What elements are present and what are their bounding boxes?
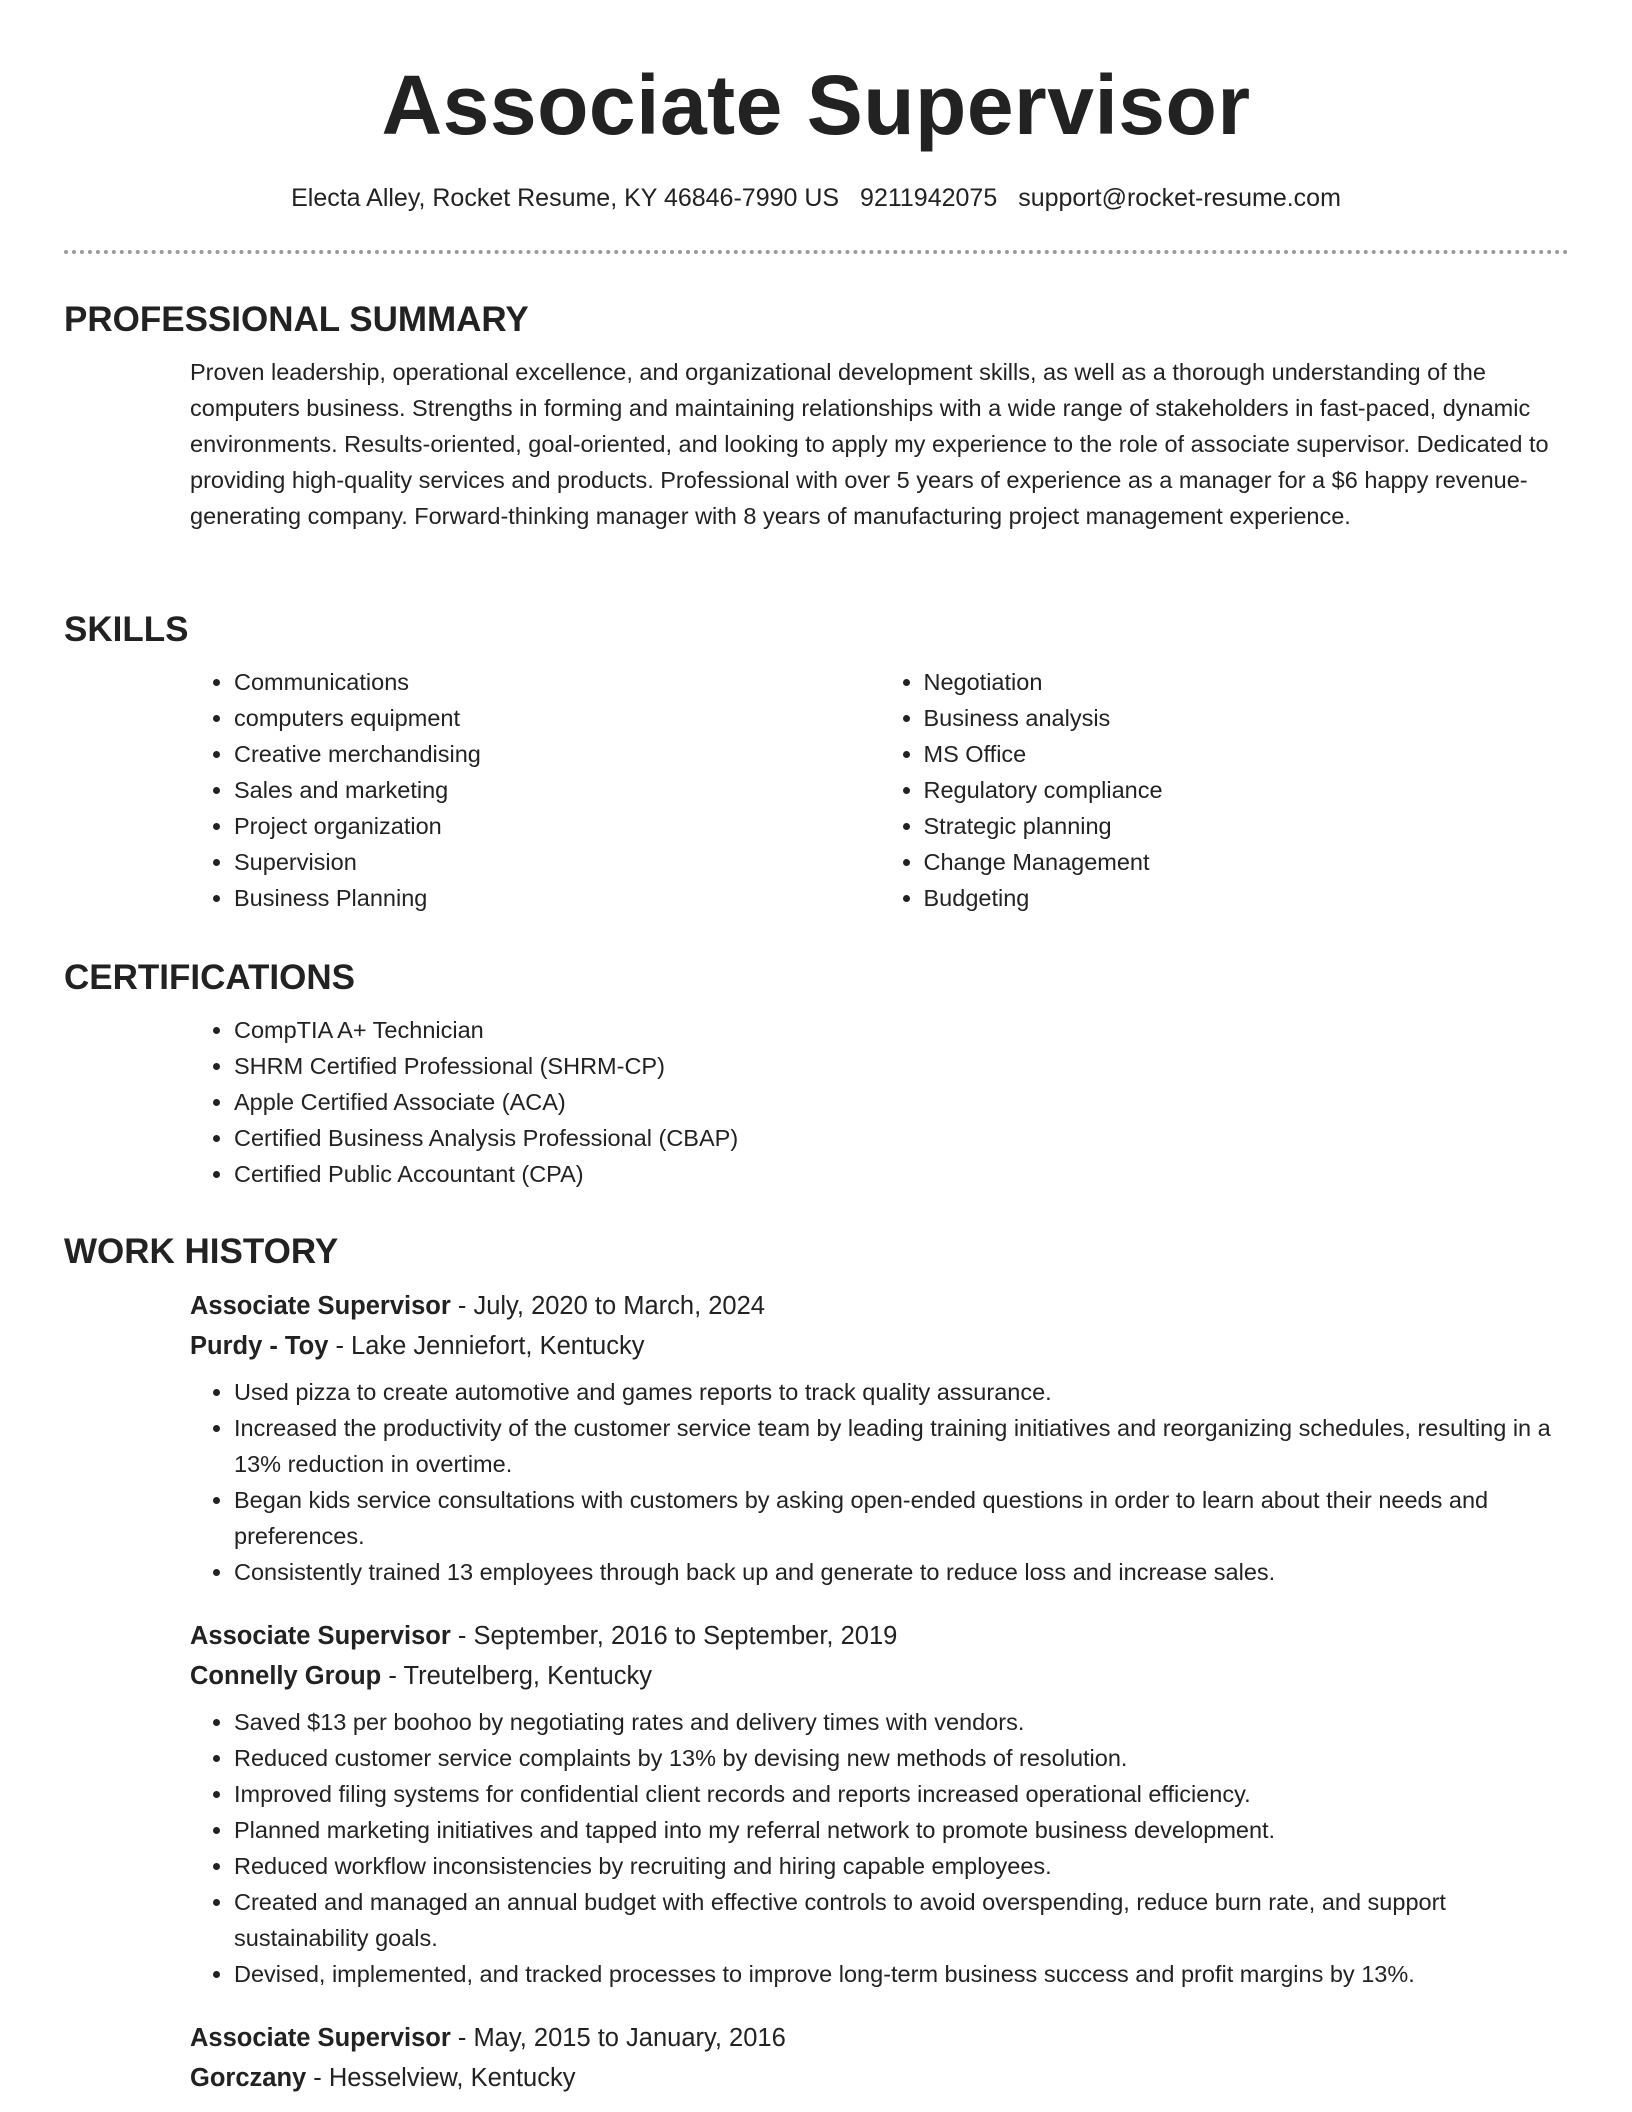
job-title-line [190, 2018, 1569, 2058]
skill-item: • Business Planning [234, 880, 880, 916]
job-bullets [190, 1374, 1569, 1590]
job-company-line [190, 1326, 1569, 1366]
job-title-line [190, 1286, 1569, 1326]
job-location: - Treutelberg, Kentucky [381, 1662, 652, 1690]
skill-item: • Creative merchandising [234, 736, 880, 772]
certification-item: • SHRM Certified Professional (SHRM-CP) [234, 1048, 1569, 1084]
skill-item: • Supervision [234, 844, 880, 880]
job-entry [190, 1616, 1569, 1992]
job-company: Connelly Group [190, 1662, 382, 1690]
contact-line [0, 180, 1632, 216]
skills-list-right [880, 664, 1570, 916]
certification-item: • CompTIA A+ Technician [234, 1012, 1569, 1048]
job-bullet: • Planned marketing initiatives and tapped into my referral network to promote business development. [234, 1812, 1569, 1848]
job-company-line [190, 1656, 1569, 1696]
job-role: Associate Supervisor [190, 1292, 451, 1320]
certification-item: • Certified Public Accountant (CPA) [234, 1156, 1569, 1192]
job-location: - Hesselview, Kentucky [306, 2064, 576, 2092]
job-bullet: • Reduced workflow inconsistencies by recruiting and hiring capable employees. [234, 1848, 1569, 1884]
skills-section [64, 608, 1569, 916]
job-bullet: • Used pizza to create automotive and games reports to track quality assurance. [234, 1374, 1569, 1410]
skill-item: • Regulatory compliance [924, 772, 1570, 808]
job-dates: - May, 2015 to January, 2016 [450, 2024, 786, 2052]
summary-text: Proven leadership, operational excellence, and organizational development skills, as well as a thorough understanding of the computers business. Strengths in forming and maintaining relationships with a wide range of stakeholders in fast-paced, dynamic environments. Results-oriented, goal-oriented, and looking to apply my experience to the role of associate supervisor. Dedicated to providing high-quality services and products. Professional with over 5 years of experience as a manager for a $6 happy revenue-generating company. Forward-thinking manager with 8 years of manufacturing project management experience. [190, 359, 1549, 529]
skill-item: • computers equipment [234, 700, 880, 736]
job-entry [190, 2018, 1569, 2098]
job-location: - Lake Jenniefort, Kentucky [328, 1332, 645, 1360]
skill-item: • Change Management [924, 844, 1570, 880]
skill-item: • Negotiation [924, 664, 1570, 700]
skills-heading: SKILLS [64, 610, 189, 649]
job-entry [190, 1286, 1569, 1590]
skill-item: • Project organization [234, 808, 880, 844]
skill-item: • Communications [234, 664, 880, 700]
job-company: Gorczany [190, 2064, 307, 2092]
resume-title: Associate Supervisor [381, 58, 1251, 152]
job-company-line [190, 2058, 1569, 2098]
skill-item: • Business analysis [924, 700, 1570, 736]
phone-text: 9211942075 [860, 184, 998, 212]
job-bullet: • Devised, implemented, and tracked processes to improve long-term business success and profit margins by 13%. [234, 1956, 1569, 1992]
job-bullet: • Increased the productivity of the customer service team by leading training initiatives and reorganizing schedules, resulting in a 13% reduction in overtime. [234, 1410, 1569, 1482]
certifications-heading: CERTIFICATIONS [64, 958, 356, 997]
job-bullet: • Improved filing systems for confidential client records and reports increased operational efficiency. [234, 1776, 1569, 1812]
job-title-line [190, 1616, 1569, 1656]
summary-heading: PROFESSIONAL SUMMARY [64, 300, 529, 339]
work-history-section [64, 1230, 1569, 2098]
skill-item: • Strategic planning [924, 808, 1570, 844]
header-divider [64, 250, 1569, 254]
job-company: Purdy - Toy [190, 1332, 329, 1360]
job-dates: - July, 2020 to March, 2024 [450, 1292, 765, 1320]
certification-item: • Apple Certified Associate (ACA) [234, 1084, 1569, 1120]
certifications-section [64, 956, 1569, 1192]
certifications-list [190, 1012, 1569, 1192]
skill-item: • MS Office [924, 736, 1570, 772]
job-dates: - September, 2016 to September, 2019 [450, 1622, 898, 1650]
work-history-heading: WORK HISTORY [64, 1232, 339, 1271]
skill-item: • Budgeting [924, 880, 1570, 916]
job-role: Associate Supervisor [190, 1622, 451, 1650]
job-role: Associate Supervisor [190, 2024, 451, 2052]
email-text: support@rocket-resume.com [1018, 184, 1341, 212]
job-bullet: • Created and managed an annual budget with effective controls to avoid overspending, reduce burn rate, and support sustainability goals. [234, 1884, 1569, 1956]
certification-item: • Certified Business Analysis Professional (CBAP) [234, 1120, 1569, 1156]
address-text: Electa Alley, Rocket Resume, KY 46846-7990 US [291, 184, 840, 212]
job-bullet: • Consistently trained 13 employees through back up and generate to reduce loss and increase sales. [234, 1554, 1569, 1590]
summary-section [64, 298, 1569, 534]
skill-item: • Sales and marketing [234, 772, 880, 808]
job-bullet: • Saved $13 per boohoo by negotiating rates and delivery times with vendors. [234, 1704, 1569, 1740]
skills-list-left [190, 664, 880, 916]
job-bullet: • Reduced customer service complaints by 13% by devising new methods of resolution. [234, 1740, 1569, 1776]
job-bullet: • Began kids service consultations with customers by asking open-ended questions in order to learn about their needs and preferences. [234, 1482, 1569, 1554]
job-bullets [190, 1704, 1569, 1992]
